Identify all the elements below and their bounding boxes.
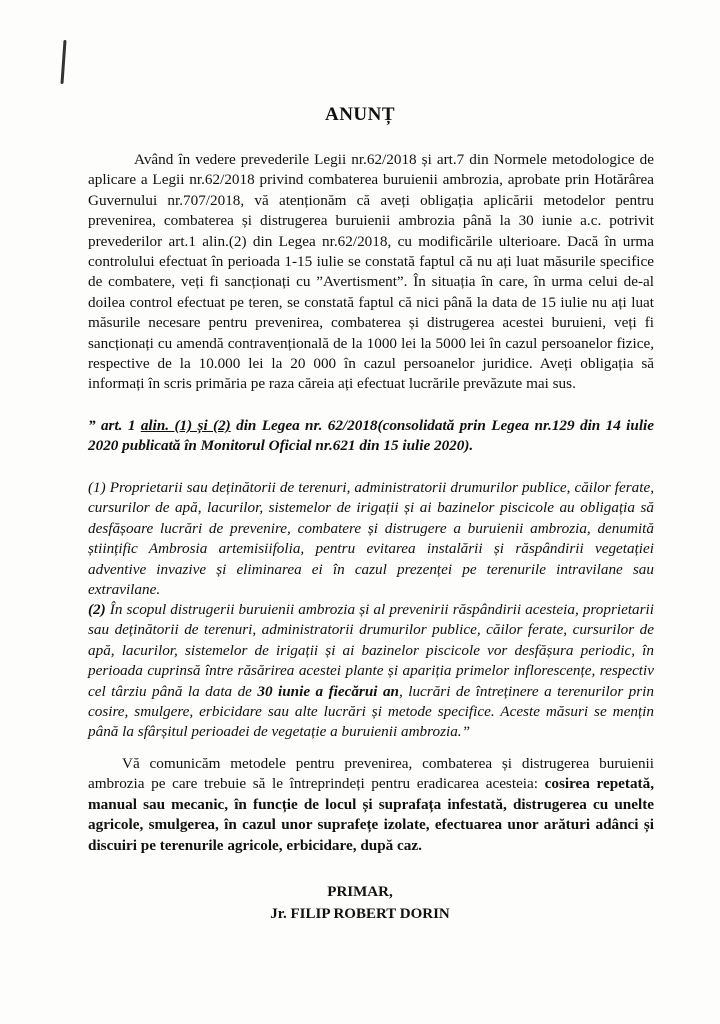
methods-intro: Vă comunicăm metodele pentru prevenirea, combaterea și distrugerea buruienii ambrozia pe care trebuie să le întreprindeți pentru eradicarea acesteia: [88,755,654,793]
article-2-label: (2) [88,601,106,618]
article-2-text-a: În scopul distrugerii buruienii ambrozia și al prevenirii răspândirii acesteia, proprietarii sau deținătorii de terenuri, administratorii drumurilor publice, căilor ferate, cursurilor de apă, lacurilor, sistemelor de irigații și ai bazinelor piscicole vor desfășura periodic, în perioada cuprinsă între răsărirea acestei plante și apariția primelor inflorescențe, respectiv cel târziu până la data de [88,601,654,700]
methods-list: cosirea repetată, manual sau mecanic, în funcție de locul și suprafața infestată, distrugerea cu unelte agricole, smulgerea, în cazul unor suprafețe izolate, efectuarea unor arături adânci și discuiri pe terenurile agricole, erbicidare, după caz. [88,775,654,854]
law-reference-prefix: ” art. 1 [88,417,141,434]
signature-name: Jr. FILIP ROBERT DORIN [270,906,450,922]
paragraph-article-2 [88,600,654,743]
signature-role: PRIMAR, [327,884,393,900]
law-reference-rest: din Legea nr. 62/2018(consolidată prin Legea nr.129 din 14 iulie 2020 publicată în Monitorul Oficial nr.621 din 15 iulie 2020). [88,417,655,455]
article-2-text-b: , lucrări de întreținere a terenurilor prin cosire, smulgere, erbicidare sau alte lucrări și metode specifice. Aceste măsuri se mențin până la sfârșitul perioadei de vegetație a buruienii ambrozia.” [88,682,654,741]
page-title: ANUNȚ [324,104,396,125]
paragraph-methods [88,754,654,856]
article-2-deadline: 30 iunie a fiecărui an [257,682,399,700]
paragraph-law-reference [88,416,654,457]
handwritten-mark [60,40,66,84]
law-reference-underlined: alin. (1) și (2) [140,417,231,434]
paragraph-intro: Având în vedere prevederile Legii nr.62/2018 și art.7 din Normele metodologice de aplicare a Legii nr.62/2018 privind combaterea buruienii ambrozia, aprobate prin Hotărârea Guvernului nr.707/2018, vă atenționăm că aveți obligația aplicării metodelor pentru prevenirea, combaterea și distrugerea buruienii ambrozia până la 30 iunie a.c. potrivit prevederilor art.1 alin.(2) din Legea nr.62/2018, cu modificările ulterioare. Dacă în urma controlului efectuat în perioada 1-15 iulie se constată faptul că nu ați luat măsurile specifice de combatere, veți fi sancționați cu ”Avertisment”. În situația în care, în urma celui de-al doilea control efectuat pe teren, se constată faptul că nici până la data de 15 iulie nu ați luat măsurile necesare pentru prevenirea, combaterea și distrugerea acestei buruieni, veți fi sancționați cu amendă contravențională de la 1000 lei la 5000 lei în cazul persoanelor fizice, respective de la 10.000 lei la 20 000 în cazul persoanelor juridice. Aveți obligația să informați în scris primăria pe raza căreia ați efectuat lucrările prevăzute mai sus. [88,151,654,393]
paragraph-article-1: (1) Proprietarii sau deținătorii de terenuri, administratorii drumurilor publice, căilor ferate, cursurilor de apă, lacurilor, sistemelor de irigații și ai bazinelor piscicole au obligația să desfășoare lucrări de prevenire, combatere și distrugere a buruienii ambrozia, denumită științific Ambrosia artemisiifolia, pentru evitarea instalării și răspândirii vegetației adventive invazive și eliminarea ei în cazul prezenței pe terenurile intravilane sau extravilane. [88,479,654,599]
